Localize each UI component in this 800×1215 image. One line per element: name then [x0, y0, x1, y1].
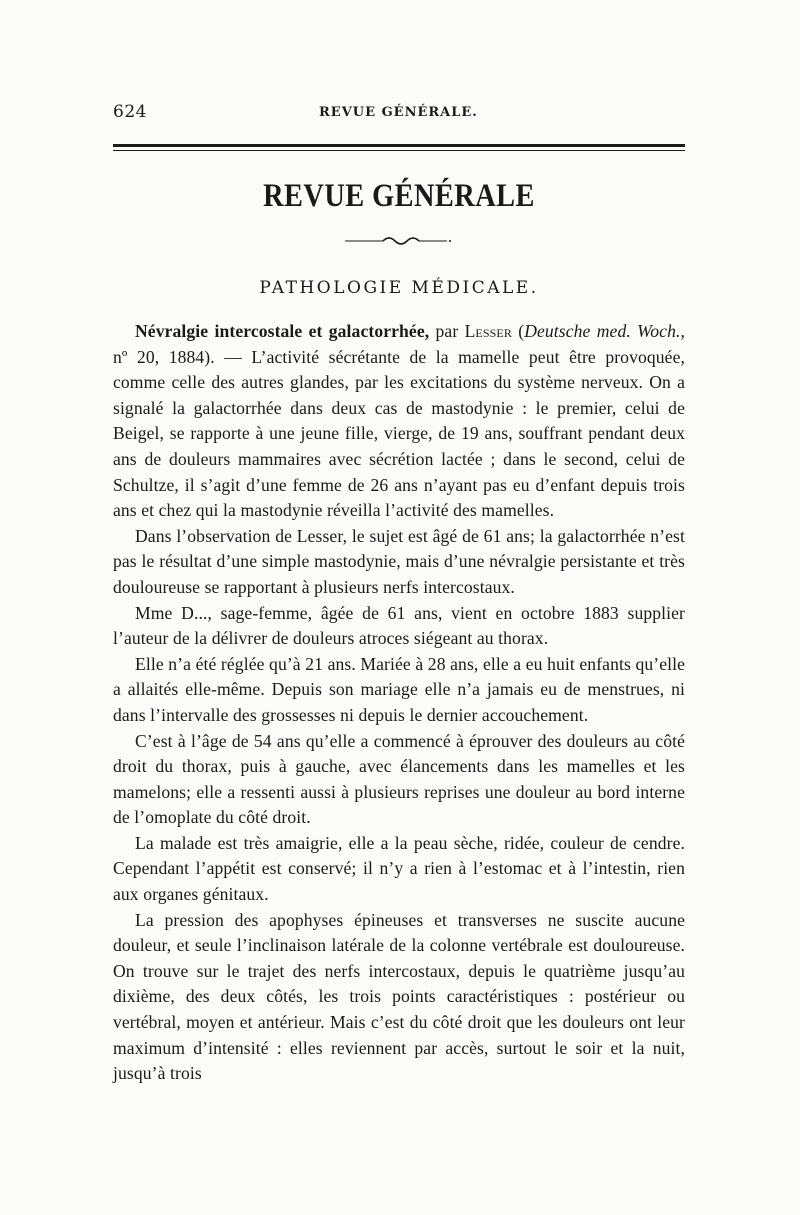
article-paragraph: C’est à l’âge de 54 ans qu’elle a commencé à éprouver des douleurs au côté droit du thorax, puis à gauche, avec élancements dans les mamelles et les mamelons; elle a ressenti aussi à plusieurs reprises une douleur au bord interne de l’omoplate du côté droit. [113, 730, 685, 828]
ornament-divider [343, 233, 453, 247]
section-title: REVUE GÉNÉRALE [263, 178, 535, 214]
article-paragraph: La malade est très amaigrie, elle a la peau sèche, ridée, couleur de cendre. Cependant l’appétit est conservé; il n’y a rien à l’estomac et à l’intestin, rien aux organes génitaux. [113, 832, 685, 905]
article-lead-paragraph [113, 319, 685, 524]
header-rule-thin [113, 150, 685, 151]
article-by: par [429, 321, 465, 341]
article-reference-text: , nº 20, 1884). — L’activité sécrétante de la mamelle peut être provoquée, comme celle des autres glandes, par les excitations du système nerveux. On a signalé la galactorrhée dans deux cas de mastodynie : le premier, celui de Beigel, se rapporte à une jeune fille, vierge, de 19 ans, souffrant pendant deux ans de douleurs mammaires avec sécrétion lactée ; dans le second, celui de Schultze, il s’agit d’une femme de 26 ans n’ayant pas eu d’enfant depuis trois ans et chez qui la mastodynie réveilla l’activité des mamelles. [113, 321, 685, 521]
article-author: Lesser [464, 321, 512, 341]
article-title: Névralgie intercostale et galactorrhée, [135, 321, 430, 341]
article-body [113, 319, 685, 1087]
header-rule-thick [113, 144, 685, 147]
article-paragraph: Mme D..., sage-femme, âgée de 61 ans, vient en octobre 1883 supplier l’auteur de la délivrer de douleurs atroces siégeant au thorax. [113, 602, 685, 649]
running-title: REVUE GÉNÉRALE. [319, 105, 478, 120]
article-paragraph: Elle n’a été réglée qu’à 21 ans. Mariée à 28 ans, elle a eu huit enfants qu’elle a allaités elle-même. Depuis son mariage elle n’a jamais eu de menstrues, ni dans l’intervalle des grossesses ni depuis le dernier accouchement. [113, 653, 685, 725]
article-open-paren: ( [511, 321, 525, 341]
article-paragraph: La pression des apophyses épineuses et transverses ne suscite aucune douleur, et seule l’inclinaison latérale de la colonne vertébrale est douloureuse. On trouve sur le trajet des nerfs intercostaux, depuis le quatrième jusqu’au dixième, des deux côtés, les trois points caractéristiques : postérieur ou vertébral, moyen et antérieur. Mais c’est du côté droit que les douleurs ont leur maximum d’intensité : elles reviennent par accès, surtout le soir et la nuit, jusqu’à trois [113, 909, 685, 1084]
running-head [113, 100, 685, 126]
article-paragraph: Dans l’observation de Lesser, le sujet est âgé de 61 ans; la galactorrhée n’est pas le résultat d’une simple mastodynie, mais d’une névralgie persistante et très douloureuse se rapportant à plusieurs nerfs intercostaux. [113, 525, 685, 597]
article-journal: Deutsche med. Woch. [524, 321, 681, 341]
subsection-title: PATHOLOGIE MÉDICALE. [259, 278, 539, 298]
page-number: 624 [113, 102, 147, 122]
